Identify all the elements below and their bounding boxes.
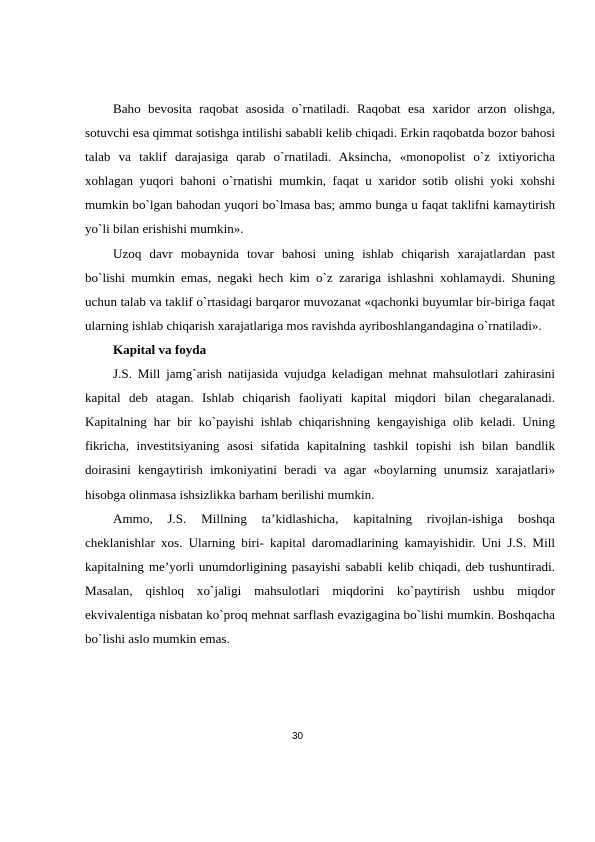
paragraph-4: Ammo, J.S. Millning ta’kidlashicha, kapitalning rivojlan-ishiga boshqa cheklanishlar xos. Ularning biri- kapital daromadlarining kamayishidir. Uni J.S. Mill kapitalning me’yorli unumdorligining pasayishi sababli kelib chiqadi, deb tushuntiradi. Masalan, qishloq xo`jaligi mahsulotlari miqdorini ko`paytirish ushbu miqdor ekvivalentiga nisbatan ko`proq mehnat sarflash evazigagina bo`lishi mumkin. Boshqacha bo`lishi aslo mumkin emas. <box>85 510 555 647</box>
document-body <box>85 97 555 651</box>
paragraph-2: Uzoq davr mobaynida tovar bahosi uning ishlab chiqarish xarajatlardan past bo`lishi mumkin emas, negaki hech kim o`z zarariga ishlashni xohlamaydi. Shuning uchun talab va taklif o`rtasidagi barqaror muvozanat «qachonki buyumlar bir-biriga faqat ularning ishlab chiqarish xarajatlariga mos ravishda ayriboshlangandagina o`rnatiladi». <box>85 245 555 333</box>
section-heading: Kapital va foyda <box>113 341 207 357</box>
page-number: 30 <box>291 731 304 742</box>
paragraph-3: J.S. Mill jamg`arish natijasida vujudga keladigan mehnat mahsulotlari zahirasini kapital deb atagan. Ishlab chiqarish faoliyati kapital miqdori bilan chegaralanadi. Kapitalning har bir ko`payishi ishlab chiqarishning kengayishiga olib keladi. Uning fikricha, investitsiyaning asosi sifatida kapitalning tashkil topishi ish bilan bandlik doirasini kengaytirish imkoniyatini beradi va agar «boylarning unumsiz xarajatlari» hisobga olinmasa ishsizlikka barham berilishi mumkin. <box>85 366 555 502</box>
paragraph-1: Baho bevosita raqobat asosida o`rnatiladi. Raqobat esa xaridor arzon olishga, sotuvchi esa qimmat sotishga intilishi sababli kelib chiqadi. Erkin raqobatda bozor bahosi talab va taklif darajasiga qarab o`rnatiladi. Aksincha, «monopolist o`z ixtiyoricha xohlagan yuqori bahoni o`rnatishi mumkin, faqat u xaridor sotib olishi yoki xohshi mumkin bo`lgan bahodan yuqori bo`lmasa bas; ammo bunga u faqat taklifni kamaytirish yo`li bilan erishishi mumkin». <box>85 101 555 237</box>
